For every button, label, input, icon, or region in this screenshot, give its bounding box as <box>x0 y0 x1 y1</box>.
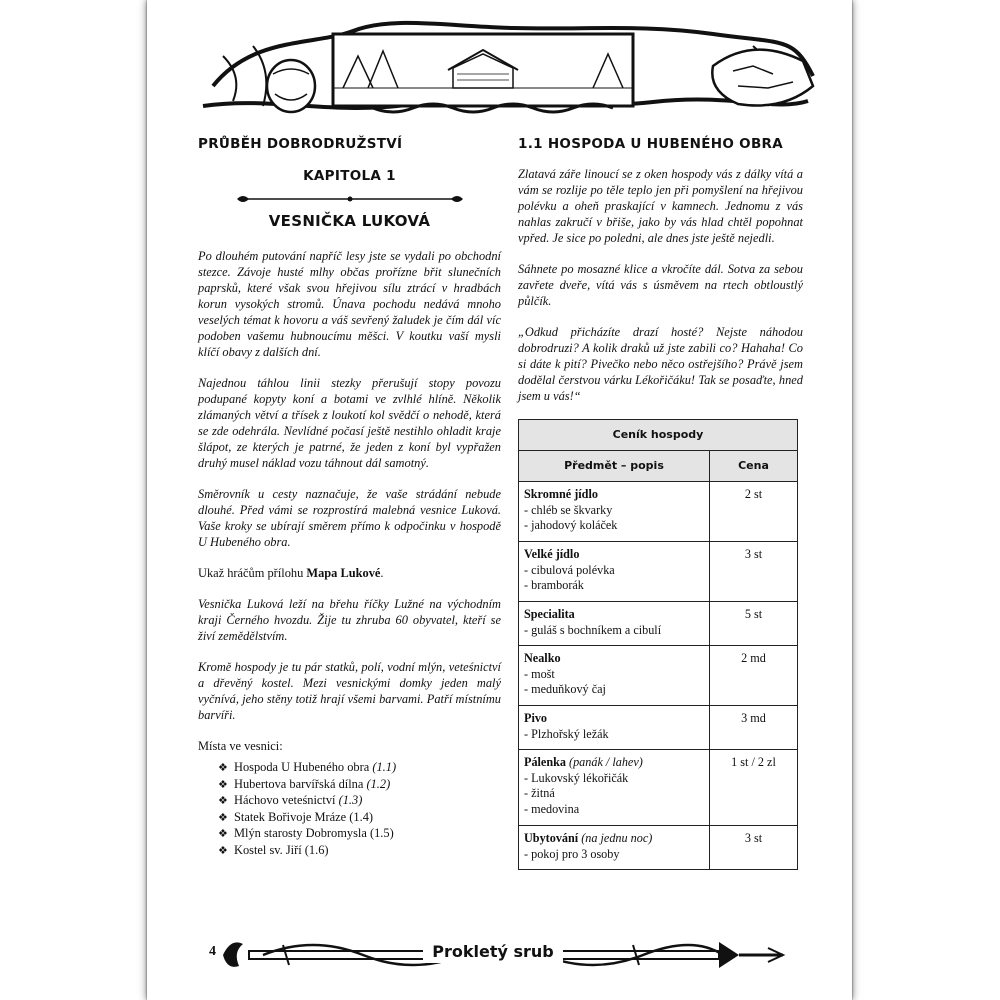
place-name: Statek Bořivoje Mráze <box>234 809 350 824</box>
narrative-paragraph: Sáhnete po mosazné klice a vkročíte dál. Sotva za sebou zavřete dveře, vítá vás s úsměvem na rtech obtloustlý půlčík. <box>518 262 803 308</box>
narrative-paragraph: Směrovník u cesty naznačuje, že vaše strádání nebude dlouhé. Před vámi se rozprostírá malebná vesnice Luková. Vaše kroky se ubírají směrem přímo k odpočinku v hospodě U Hubeného obra. <box>198 487 501 549</box>
places-label: Místa ve vesnici: <box>198 739 283 753</box>
row-note: (panák / lahev) <box>565 755 643 769</box>
row-name: Velké jídlo <box>524 547 580 561</box>
table-row <box>519 646 798 706</box>
bullet-icon: ❖ <box>218 762 228 774</box>
row-price: 5 st <box>710 602 798 646</box>
map-reference: Mapa Lukové <box>306 566 381 580</box>
page-number: 4 <box>209 944 216 959</box>
narrative-paragraph: Najednou táhlou linii stezky přerušují stopy povozu podupané kopyty koní a botami ve zvlhlé hlíně. Několik zlámaných větví a třísek z loukotí kol svědčí o nehodě, která se zde odehrála. Nevlídné počasí ještě nestihlo ohladit kraje šlápot, ze kterých je patrné, že jeden z koní byl vypřažen druhý musel náklad vozu táhnout dál samotný. <box>198 376 501 470</box>
book-title: Prokletý srub <box>423 940 563 963</box>
column-header-price: Cena <box>710 451 798 482</box>
bullet-icon: ❖ <box>218 811 228 824</box>
row-item: - jahodový koláček <box>524 518 618 532</box>
row-item: - bramborák <box>524 578 584 592</box>
row-name: Pálenka <box>524 755 566 769</box>
table-row <box>519 750 798 826</box>
narrative-paragraph: Zlatavá záře linoucí se z oken hospody vás z dálky vítá a vám se rozlije po těle teplo jen při pomyšlení na hřejivou polévku a oheň praskající v kamnech. Jednomu z vás nahlas zakručí v břiše, jako by vás hlad chtěl popohnat vpřed. Je sice po poledni, ale dnes jste ještě nejedli. <box>518 167 803 245</box>
list-item <box>218 777 501 794</box>
row-item: - chléb se škvarky <box>524 502 613 517</box>
places-list <box>218 760 501 859</box>
place-name: Hospoda U Hubeného obra <box>234 760 373 774</box>
narrative-paragraph: Vesnička Luková leží na břehu říčky Lužné na východním kraji Černého hvozdu. Žije tu zhruba 60 obyvatel, kteří se živí zemědělstvím. <box>198 597 501 643</box>
row-price: 1 st / 2 zl <box>710 750 798 826</box>
place-name: Mlýn starosty Dobromysla <box>234 826 370 840</box>
row-item: - pokoj pro 3 osoby <box>524 846 620 861</box>
narrative-paragraph: „Odkud přicházíte drazí hosté? Nejste náhodou dobrodruzi? A kolik draků už jste zabili co? Hahaha! Co si dáte k pití? Pivečko nebo něco ostřejšího? Právě jsem dodělal čerstvou várku Lékořičáku! Tak se posaďte, hned jsem u vás!“ <box>518 325 803 403</box>
narrative-paragraph: Kromě hospody je tu pár statků, polí, vodní mlýn, veteśnictví a dřevěný kostel. Mezi vesnickými domky jeden malý vyčnívá, jeho stěny totiž hrají všemi barvami. Patří místnímu barvíři. <box>198 660 501 722</box>
place-ref: (1.5) <box>369 826 394 840</box>
document-page <box>147 0 852 1000</box>
gm-instruction <box>198 565 501 581</box>
gm-instruction-text: Ukaž hráčům přílohu <box>198 566 307 580</box>
place-name: Kostel sv. Jiří <box>234 842 305 857</box>
row-item: - Lukovský lékořičák <box>524 770 629 785</box>
price-table <box>518 419 798 870</box>
narrative-paragraph: Po dlouhém putování napříč lesy jste se vydali po obchodní stezce. Závoje husté mlhy občas proříznе břit slunečních paprsků, které však svou hřejivou sílu ztrácí v hradbách korun vysokých stromů. Únava pochodu nedává mnoho veselých témat k hovoru a váš sevřený žaludek je čím dál víc podoben vašemu hubnoucímu měšci. V koutku vaší mysli klíčí obavy z dalších dní. <box>198 249 501 359</box>
list-item <box>218 843 501 860</box>
place-ref: (1.1) <box>372 760 397 774</box>
section-heading: PRŮBĚH DOBRODRUŽSTVÍ <box>198 136 403 152</box>
row-name: Nealko <box>524 651 561 665</box>
row-price: 2 st <box>710 482 798 542</box>
place-ref: (1.2) <box>366 776 391 791</box>
place-ref: (1.4) <box>349 809 374 824</box>
right-column <box>518 130 803 870</box>
bullet-icon: ❖ <box>218 778 228 791</box>
ornament-divider <box>235 192 465 206</box>
place-name: Hubertova barvířská dílna <box>234 776 367 791</box>
table-row <box>519 706 798 750</box>
section-heading: 1.1 HOSPODA U HUBENÉHO OBRA <box>518 136 783 152</box>
place-ref: (1.3) <box>338 793 363 807</box>
gm-instruction-end: . <box>380 566 384 580</box>
row-note: (na jednu noc) <box>578 831 653 845</box>
row-name: Skromné jídlo <box>524 487 598 501</box>
row-price: 3 st <box>710 542 798 602</box>
list-item <box>218 810 501 827</box>
row-item: - cibulová polévka <box>524 562 615 577</box>
row-name: Specialita <box>524 607 575 621</box>
table-row <box>519 482 798 542</box>
row-item: - žitná <box>524 786 555 800</box>
row-item: - guláš s bochníkem a cibulí <box>524 622 662 637</box>
row-price: 3 st <box>710 826 798 870</box>
chapter-heading: KAPITOLA 1 <box>303 168 396 184</box>
bullet-icon: ❖ <box>218 828 228 840</box>
row-item: - Plzhořský ležák <box>524 726 609 741</box>
chapter-title: VESNIČKA LUKOVÁ <box>268 212 431 230</box>
left-column <box>198 130 501 859</box>
list-item <box>218 793 501 810</box>
place-ref: (1.6) <box>304 842 329 857</box>
bullet-icon: ❖ <box>218 795 228 807</box>
list-item <box>218 760 501 777</box>
header-illustration <box>193 16 821 120</box>
table-row <box>519 602 798 646</box>
table-row <box>519 542 798 602</box>
list-item <box>218 826 501 843</box>
row-name: Ubytování <box>524 831 579 845</box>
table-title: Ceník hospody <box>519 420 798 451</box>
bullet-icon: ❖ <box>218 844 228 857</box>
row-item: - meduňkový čaj <box>524 682 606 696</box>
row-name: Pivo <box>524 711 548 725</box>
place-name: Háchovo veteśnictví <box>234 793 339 807</box>
row-item: - mošt <box>524 666 555 681</box>
table-row <box>519 826 798 870</box>
row-price: 2 md <box>710 646 798 706</box>
row-item: - medovina <box>524 801 580 816</box>
column-header-item: Předmět – popis <box>519 451 710 482</box>
row-price: 3 md <box>710 706 798 750</box>
